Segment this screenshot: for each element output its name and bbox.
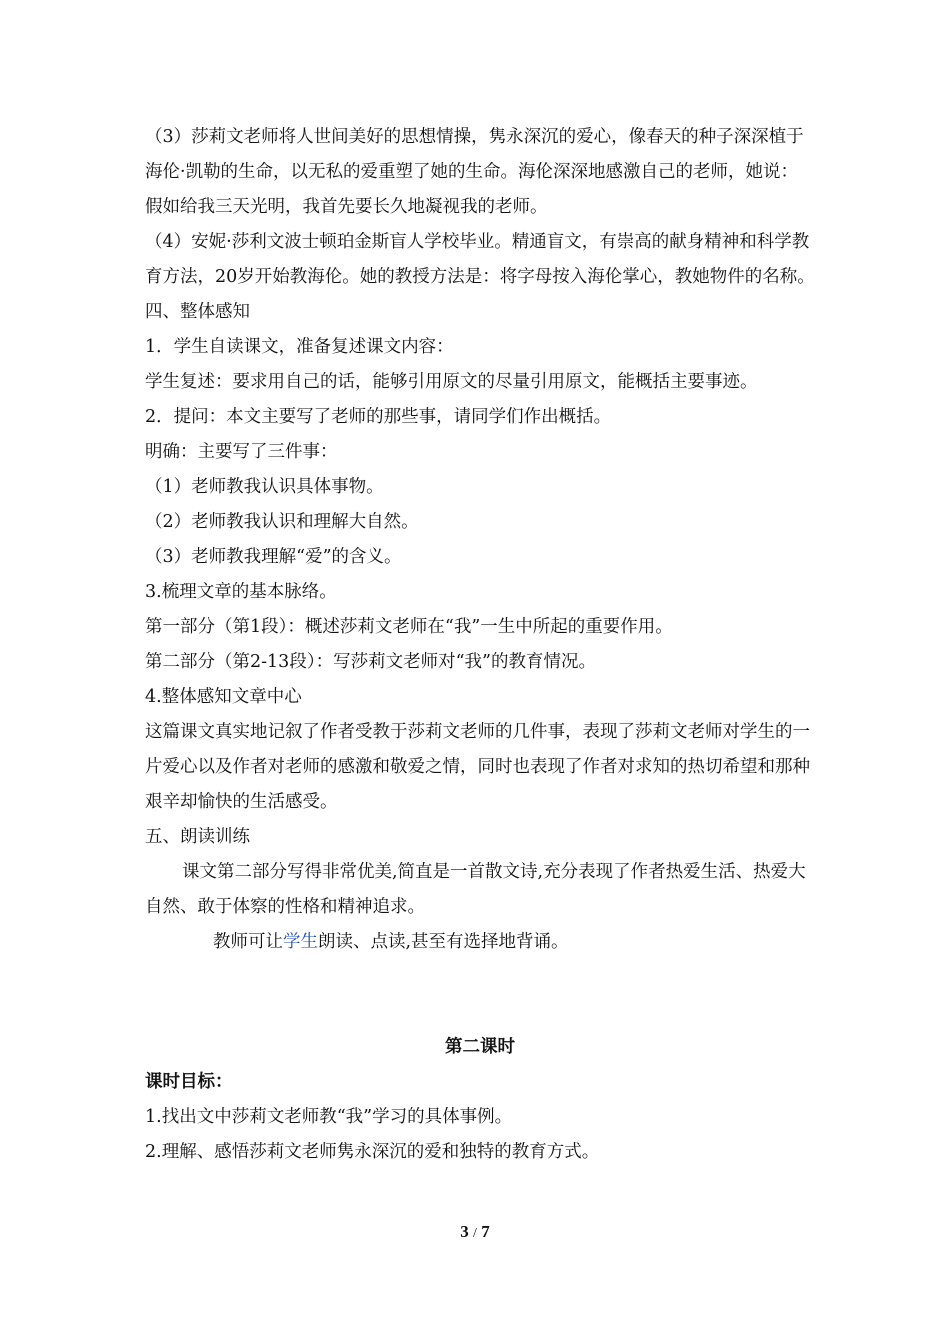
list-item-2: （2）老师教我认识和理解大自然。 (145, 512, 419, 532)
total-pages: 7 (481, 1222, 490, 1241)
clarify-three-things: 明确：主要写了三件事： (145, 442, 338, 462)
step-central-idea: 4.整体感知文章中心 (145, 687, 302, 707)
heading-reading-training: 五、朗读训练 (145, 827, 250, 847)
step-self-reading: 1．学生自读课文，准备复述课文内容： (145, 337, 454, 357)
student-link[interactable]: 学生 (283, 932, 318, 952)
goals-heading: 课时目标： (145, 1072, 233, 1092)
step-outline: 3.梳理文章的基本脉络。 (145, 582, 337, 602)
page-separator: / (473, 1226, 477, 1241)
document-body (145, 120, 815, 1170)
paragraph-teacher-contribution: （3）莎莉文老师将人世间美好的思想情操，隽永深沉的爱心，像春天的种子深深植于海伦·凯勒的生命，以无私的爱重塑了她的生命。海伦深深地感激自己的老师，她说：假如给我三天光明，我首先要长久地凝视我的老师。 (145, 127, 804, 217)
heading-overall-perception: 四、整体感知 (145, 302, 250, 322)
section-gap (145, 960, 815, 1030)
teacher-suggestion-end: 朗读、点读,甚至有选择地背诵。 (318, 932, 569, 952)
student-retell: 学生复述：要求用自己的话，能够引用原文的尽量引用原文，能概括主要事迹。 (145, 372, 758, 392)
goal-item-1: 1.找出文中莎莉文老师教“我”学习的具体事例。 (145, 1107, 513, 1127)
section-title: 第二课时 (445, 1037, 515, 1057)
central-idea-text: 这篇课文真实地记叙了作者受教于莎莉文老师的几件事，表现了莎莉文老师对学生的一片爱心以及作者对老师的感激和敬爱之情，同时也表现了作者对求知的热切希望和那种艰辛却愉快的生活感受。 (145, 722, 810, 812)
goal-item-2: 2.理解、感悟莎莉文老师隽永深沉的爱和独特的教育方式。 (145, 1142, 600, 1162)
part-one: 第一部分（第1段）：概述莎莉文老师在“我”一生中所起的重要作用。 (145, 617, 673, 637)
paragraph-annie-sullivan: （4）安妮·莎利文波士顿珀金斯盲人学校毕业。精通盲文，有崇高的献身精神和科学教育方法，20岁开始教海伦。她的教授方法是：将字母按入海伦掌心，教她物件的名称。 (145, 232, 815, 287)
step-question: 2．提问：本文主要写了老师的那些事，请同学们作出概括。 (145, 407, 612, 427)
part-two: 第二部分（第2-13段）：写莎莉文老师对“我”的教育情况。 (145, 652, 596, 672)
current-page: 3 (460, 1222, 469, 1241)
page-number (0, 1222, 950, 1242)
teacher-suggestion-start: 教师可让 (213, 932, 283, 952)
list-item-3: （3）老师教我理解“爱”的含义。 (145, 547, 402, 567)
list-item-1: （1）老师教我认识具体事物。 (145, 477, 384, 497)
teacher-suggestion (145, 925, 815, 960)
reading-training-text: 课文第二部分写得非常优美,简直是一首散文诗,充分表现了作者热爱生活、热爱大自然、敢于体察的性格和精神追求。 (145, 862, 806, 917)
